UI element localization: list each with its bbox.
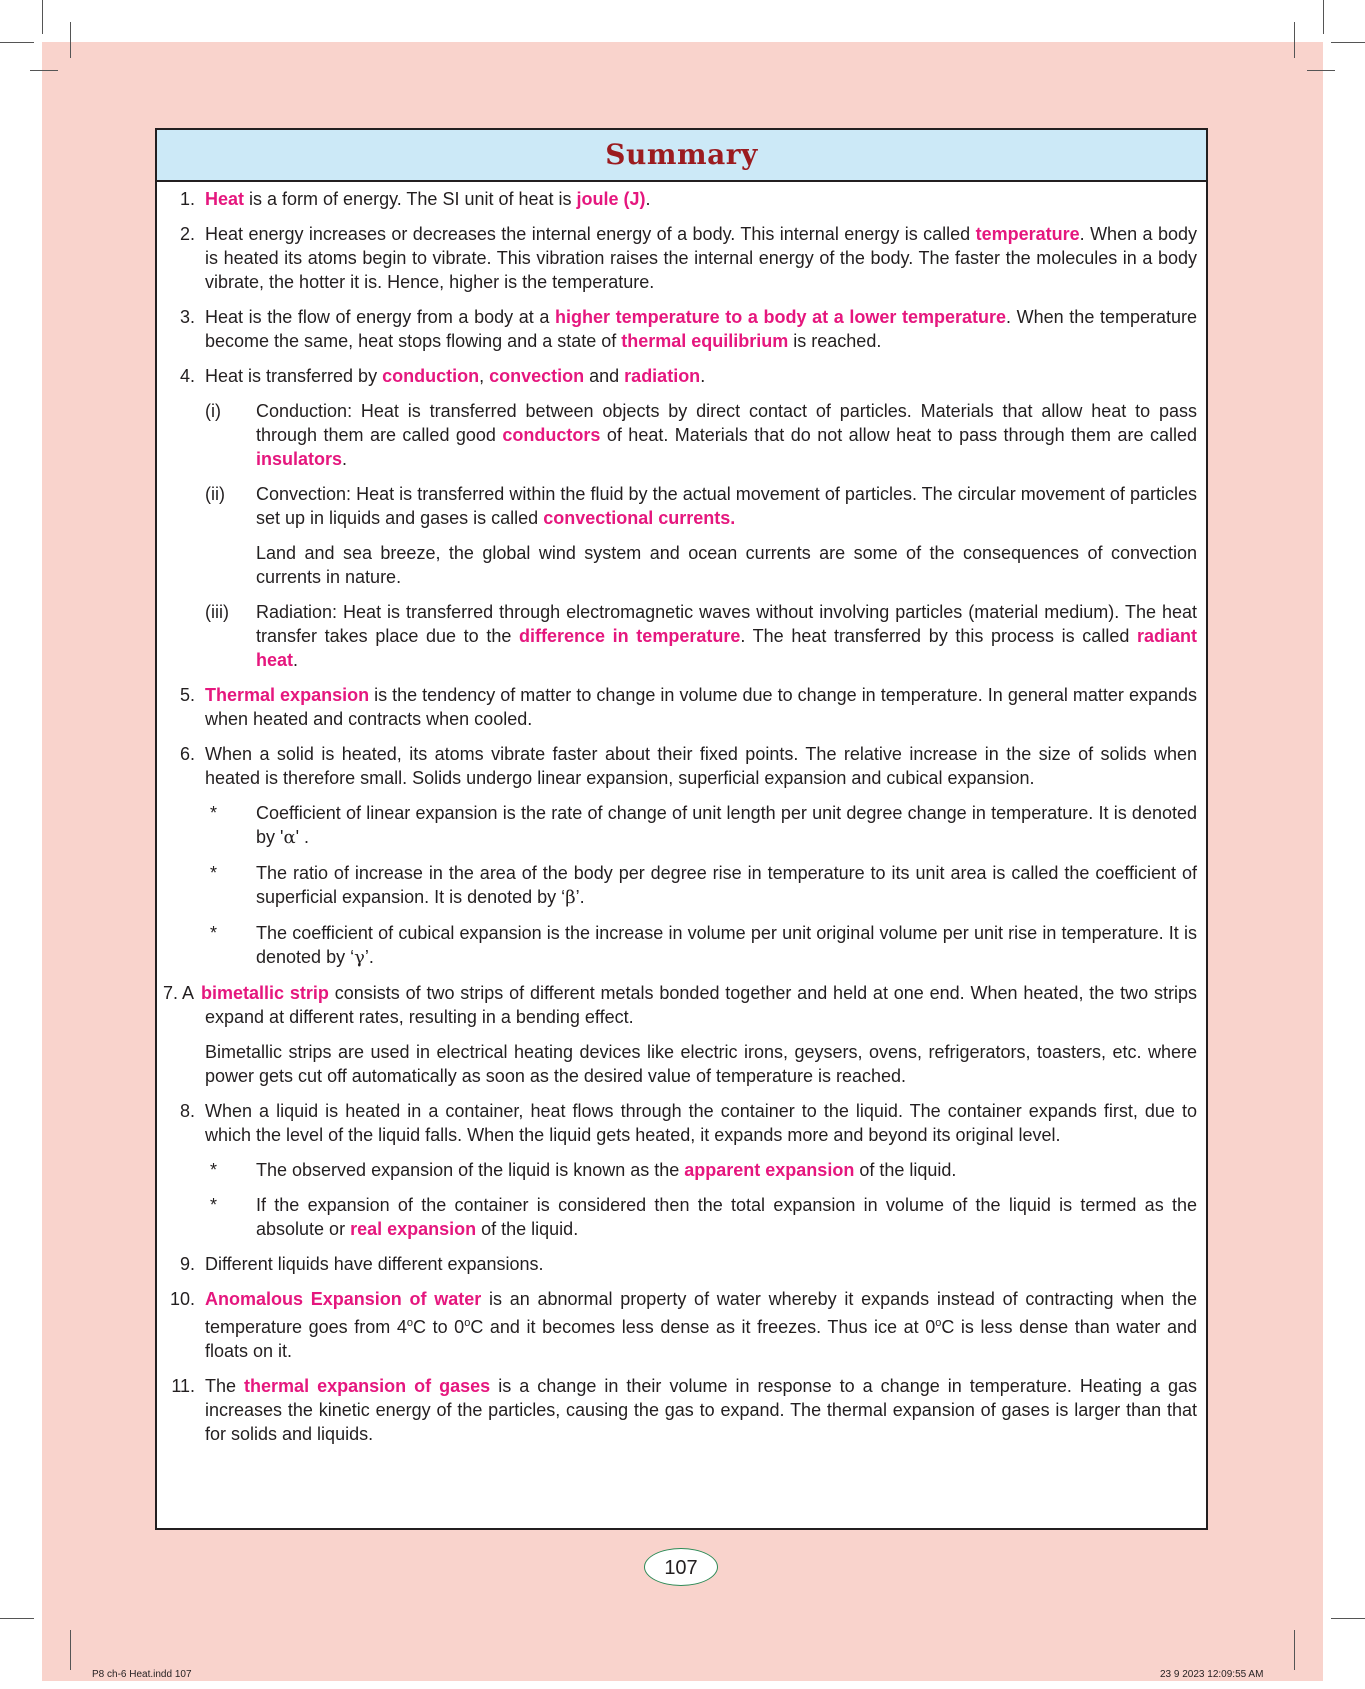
bullet-star: *	[210, 923, 218, 943]
greek-symbol: γ	[354, 947, 365, 968]
item-number: 10.	[169, 1289, 195, 1309]
highlight-term: Heat	[205, 189, 245, 209]
item-paragraph: Bimetallic strips are used in electrical heating devices like electric irons, geysers, ovens, refrigerators, toasters, etc. where power gets cut off automatically as soon as the desired value of temperature is reached.	[205, 1042, 1197, 1086]
item-text: The ratio of increase in the area of the body per degree rise in temperature to its unit area is called the coefficient of superficial expansion. It is denoted by ‘	[256, 863, 1197, 907]
highlight-term: Anomalous Expansion of water	[205, 1289, 482, 1309]
bullet-item	[167, 921, 1197, 970]
crop-mark	[1294, 22, 1295, 58]
item-number: 7. A	[163, 983, 199, 1003]
item-number: 3.	[179, 307, 195, 327]
sub-item	[167, 482, 1197, 530]
item-text: The coefficient of cubical expansion is the increase in volume per unit original volume per unit rise in temperature. It is denoted by ‘	[256, 923, 1197, 967]
item-number: 1.	[179, 189, 195, 209]
item-text: .	[293, 650, 299, 670]
item-number: 6.	[179, 744, 195, 764]
list-item	[167, 305, 1197, 353]
list-item	[163, 981, 1197, 1029]
sub-item-number: (iii)	[205, 602, 229, 622]
item-text: Heat is the flow of energy from a body at a	[205, 307, 555, 327]
crop-mark	[42, 0, 43, 34]
highlight-term: convection	[489, 366, 585, 386]
sub-item-number: (i)	[205, 401, 221, 421]
highlight-term: thermal equilibrium	[621, 331, 789, 351]
summary-header	[157, 130, 1206, 182]
crop-mark	[1331, 42, 1365, 43]
highlight-term: apparent expansion	[684, 1160, 855, 1180]
item-number: 11.	[171, 1376, 195, 1396]
highlight-term: Thermal expansion	[205, 685, 370, 705]
item-text: .	[700, 366, 706, 386]
crop-mark	[1307, 70, 1335, 71]
item-text: . When the temperature become the same, heat stops flowing and a state of	[205, 307, 1197, 351]
item-number: 9.	[179, 1254, 195, 1274]
item-text: is a change in their volume in response to a change in temperature. Heating a gas increases the kinetic energy of the particles, causing the gas to expand. The thermal expansion of gases is larger than that for solids and liquids.	[205, 1376, 1197, 1444]
greek-symbol: β	[565, 887, 576, 908]
item-text: is a form of energy. The SI unit of heat is	[244, 189, 577, 209]
item-text: ’.	[575, 887, 585, 907]
list-item	[167, 1287, 1197, 1363]
list-item	[167, 683, 1197, 731]
item-text: ’.	[364, 947, 374, 967]
greek-symbol: α	[283, 827, 296, 848]
item-text: . When a body is heated its atoms begin to vibrate. This vibration raises the internal energy of the body. The faster the molecules in a body vibrate, the hotter it is. Hence, higher is the temperature.	[205, 224, 1197, 292]
item-text: .	[342, 449, 348, 469]
crop-mark	[0, 42, 34, 43]
summary-title: Summary	[605, 138, 758, 171]
highlight-term: conduction	[382, 366, 480, 386]
item-text: Heat energy increases or decreases the internal energy of a body. This internal energy is called	[205, 224, 976, 244]
bullet-star: *	[210, 1160, 218, 1180]
highlight-term: convectional currents	[543, 508, 731, 528]
item-text: .	[645, 189, 651, 209]
item-text: consists of two strips of different metals bonded together and held at one end. When heated, the two strips expand at different rates, resulting in a bending effect.	[205, 983, 1197, 1027]
item-text: .	[730, 508, 736, 528]
highlight-term: insulators	[256, 449, 343, 469]
item-number: 4.	[179, 366, 195, 386]
highlight-term: higher temperature to a body at a lower temperature	[554, 307, 1007, 327]
highlight-term: difference in temperature	[519, 626, 741, 646]
item-text: ' .	[295, 827, 310, 847]
item-text: . The heat transferred by this process is called	[740, 626, 1137, 646]
bullet-star: *	[210, 863, 218, 883]
list-item	[167, 222, 1197, 294]
item-number: 2.	[179, 224, 195, 244]
item-text: is the tendency of matter to change in volume due to change in temperature. In general matter expands when heated and contracts when cooled.	[205, 685, 1197, 729]
list-item	[167, 1374, 1197, 1446]
crop-mark	[1323, 0, 1324, 34]
highlight-term: real expansion	[350, 1219, 477, 1239]
degree-superscript: o	[464, 1317, 471, 1329]
item-text: Convection: Heat is transferred within the fluid by the actual movement of particles. The circular movement of particles set up in liquids and gases is called	[256, 484, 1197, 528]
crop-mark	[70, 1630, 71, 1670]
highlight-term: thermal expansion of gases	[244, 1376, 491, 1396]
item-text: and	[584, 366, 625, 386]
sub-paragraph: Land and sea breeze, the global wind system and ocean currents are some of the consequences of convection currents in nature.	[256, 543, 1197, 587]
sub-item-number: (ii)	[205, 484, 225, 504]
crop-mark	[1294, 1630, 1295, 1670]
bullet-item	[167, 1193, 1197, 1241]
sub-item	[167, 399, 1197, 471]
list-item	[167, 1099, 1197, 1147]
item-text: Conduction: Heat is transferred between objects by direct contact of particles. Materials that allow heat to pass through them are called good	[256, 401, 1197, 445]
highlight-term: conductors	[502, 425, 601, 445]
crop-mark	[70, 22, 71, 58]
item-text: Different liquids have different expansions.	[205, 1254, 544, 1274]
item-text: Heat is transferred by	[205, 366, 383, 386]
item-text: C to 0	[412, 1317, 465, 1337]
item-text: of the liquid.	[854, 1160, 957, 1180]
slug-timestamp: 23 9 2023 12:09:55 AM	[1160, 1669, 1264, 1680]
crop-mark	[0, 1618, 34, 1619]
sub-item	[167, 600, 1197, 672]
item-text: When a liquid is heated in a container, heat flows through the container to the liquid. The container expands first, due to which the level of the liquid falls. When the liquid gets heated, it expands more and beyond its original level.	[205, 1101, 1197, 1145]
list-item	[167, 187, 1197, 211]
item-text: is an abnormal property of water whereby it expands instead of contracting when the temperature goes from 4	[205, 1289, 1197, 1337]
list-item	[167, 364, 1197, 388]
bullet-item	[167, 1158, 1197, 1182]
item-text: When a solid is heated, its atoms vibrate faster about their fixed points. The relative increase in the size of solids when heated is therefore small. Solids undergo linear expansion, superficial expansion and cubical expansion.	[205, 744, 1197, 788]
item-text: The observed expansion of the liquid is known as the	[256, 1160, 685, 1180]
item-text: of heat. Materials that do not allow heat to pass through them are called	[600, 425, 1197, 445]
crop-mark	[1331, 1618, 1365, 1619]
item-number: 8.	[179, 1101, 195, 1121]
item-number: 5.	[179, 685, 195, 705]
highlight-term: radiant heat	[256, 626, 1197, 670]
item-text: of the liquid.	[476, 1219, 579, 1239]
list-item	[167, 742, 1197, 790]
bullet-item	[167, 861, 1197, 910]
item-text: C and it becomes less dense as it freezes. Thus ice at 0	[470, 1317, 936, 1337]
item-text: The	[205, 1376, 245, 1396]
item-text: If the expansion of the container is considered then the total expansion in volume of the liquid is termed as the absolute or	[256, 1195, 1197, 1239]
item-text: is reached.	[788, 331, 882, 351]
page-number: 107	[644, 1548, 718, 1586]
item-text: Radiation: Heat is transferred through electromagnetic waves without involving particles (material medium). The heat transfer takes place due to the	[256, 602, 1197, 646]
highlight-term: temperature	[975, 224, 1080, 244]
bullet-item	[167, 801, 1197, 850]
item-text: ,	[479, 366, 490, 386]
list-item	[167, 1252, 1197, 1276]
item-text: Coefficient of linear expansion is the rate of change of unit length per unit degree change in temperature. It is denoted by '	[256, 803, 1197, 847]
highlight-term: bimetallic strip	[201, 983, 329, 1003]
summary-list	[163, 187, 1197, 1457]
bullet-star: *	[210, 1195, 218, 1215]
crop-mark	[30, 70, 58, 71]
slug-file-name: P8 ch-6 Heat.indd 107	[92, 1669, 192, 1680]
degree-superscript: o	[406, 1317, 413, 1329]
highlight-term: joule (J)	[576, 189, 646, 209]
degree-superscript: o	[935, 1317, 942, 1329]
highlight-term: radiation	[624, 366, 701, 386]
bullet-star: *	[210, 803, 218, 823]
item-text: C is less dense than water and floats on it.	[205, 1317, 1197, 1361]
